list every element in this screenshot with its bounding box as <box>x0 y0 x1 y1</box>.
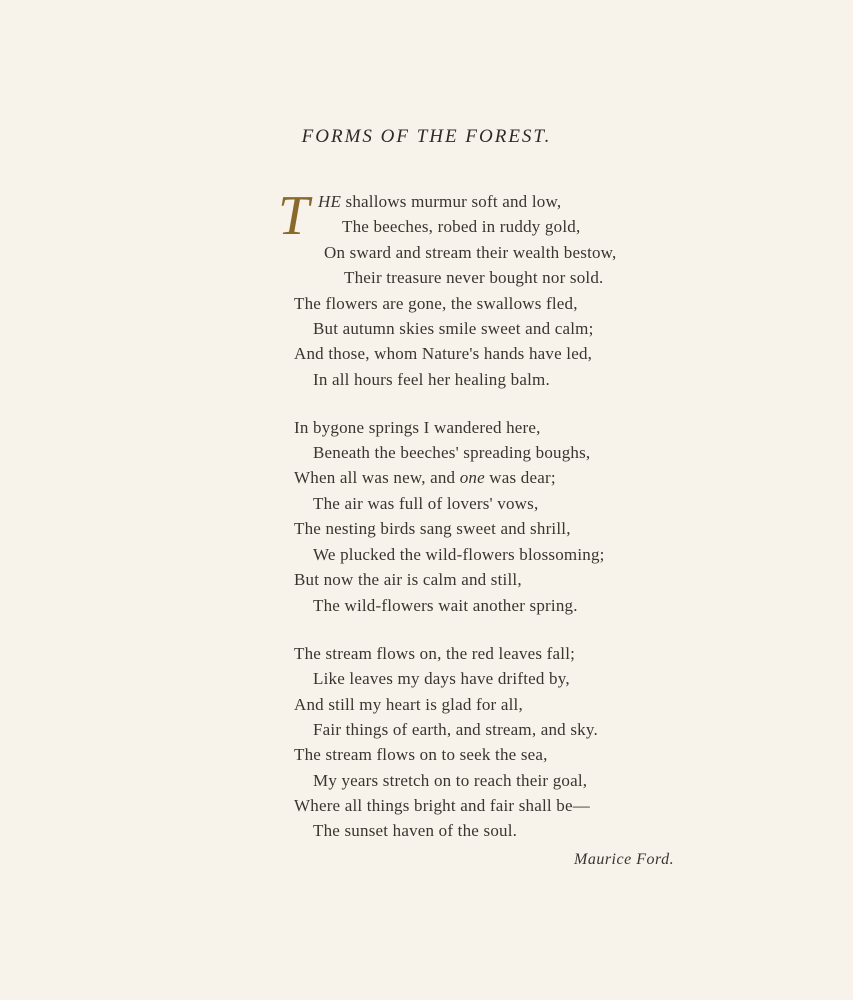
poem-line-17: The stream flows on, the red leaves fall; <box>294 644 576 663</box>
poem-line-6: But autumn skies smile sweet and calm; <box>313 319 594 338</box>
poem-line-20: Fair things of earth, and stream, and sky. <box>313 720 598 739</box>
poem-line-2: The beeches, robed in ruddy gold, <box>342 217 581 236</box>
poem-line-5: The flowers are gone, the swallows fled, <box>294 294 578 313</box>
poem-line-22: My years stretch on to reach their goal, <box>313 771 588 790</box>
poem-line-1 <box>318 192 561 212</box>
poem-line-8: In all hours feel her healing balm. <box>313 370 550 389</box>
poem-line-16: The wild-flowers wait another spring. <box>313 596 578 615</box>
poem-line-7: And those, whom Nature's hands have led, <box>294 344 593 363</box>
poem-line-21: The stream flows on to seek the sea, <box>294 745 548 764</box>
author-signature: Maurice Ford. <box>574 851 675 868</box>
poem-line-4: Their treasure never bought nor sold. <box>344 268 604 287</box>
line-11-end: was dear; <box>489 468 556 487</box>
poem-line-10: Beneath the beeches' spreading boughs, <box>313 443 591 462</box>
poem-title: FORMS OF THE FOREST. <box>301 126 552 147</box>
poem-line-13: The nesting birds sang sweet and shrill, <box>294 519 571 538</box>
poem-line-9: In bygone springs I wandered here, <box>294 418 541 437</box>
poem-line-24: The sunset haven of the soul. <box>313 821 518 840</box>
poem-line-14: We plucked the wild-flowers blossoming; <box>313 545 605 564</box>
poem-line-3: On sward and stream their wealth bestow, <box>324 243 617 262</box>
drop-cap-letter: T <box>278 185 310 247</box>
poem-line-18: Like leaves my days have drifted by, <box>313 669 570 688</box>
poem-line-19: And still my heart is glad for all, <box>294 695 523 714</box>
first-word-rest: HE <box>318 192 342 211</box>
poem-line-11 <box>294 468 556 488</box>
poem-line-23: Where all things bright and fair shall be— <box>294 796 590 815</box>
line-11-start: When all was new, and <box>294 468 456 487</box>
poem-line-15: But now the air is calm and still, <box>294 570 522 589</box>
poem-line-12: The air was full of lovers' vows, <box>313 494 539 513</box>
first-line-rest: shallows murmur soft and low, <box>345 192 562 211</box>
emphasized-word: one <box>459 468 485 487</box>
